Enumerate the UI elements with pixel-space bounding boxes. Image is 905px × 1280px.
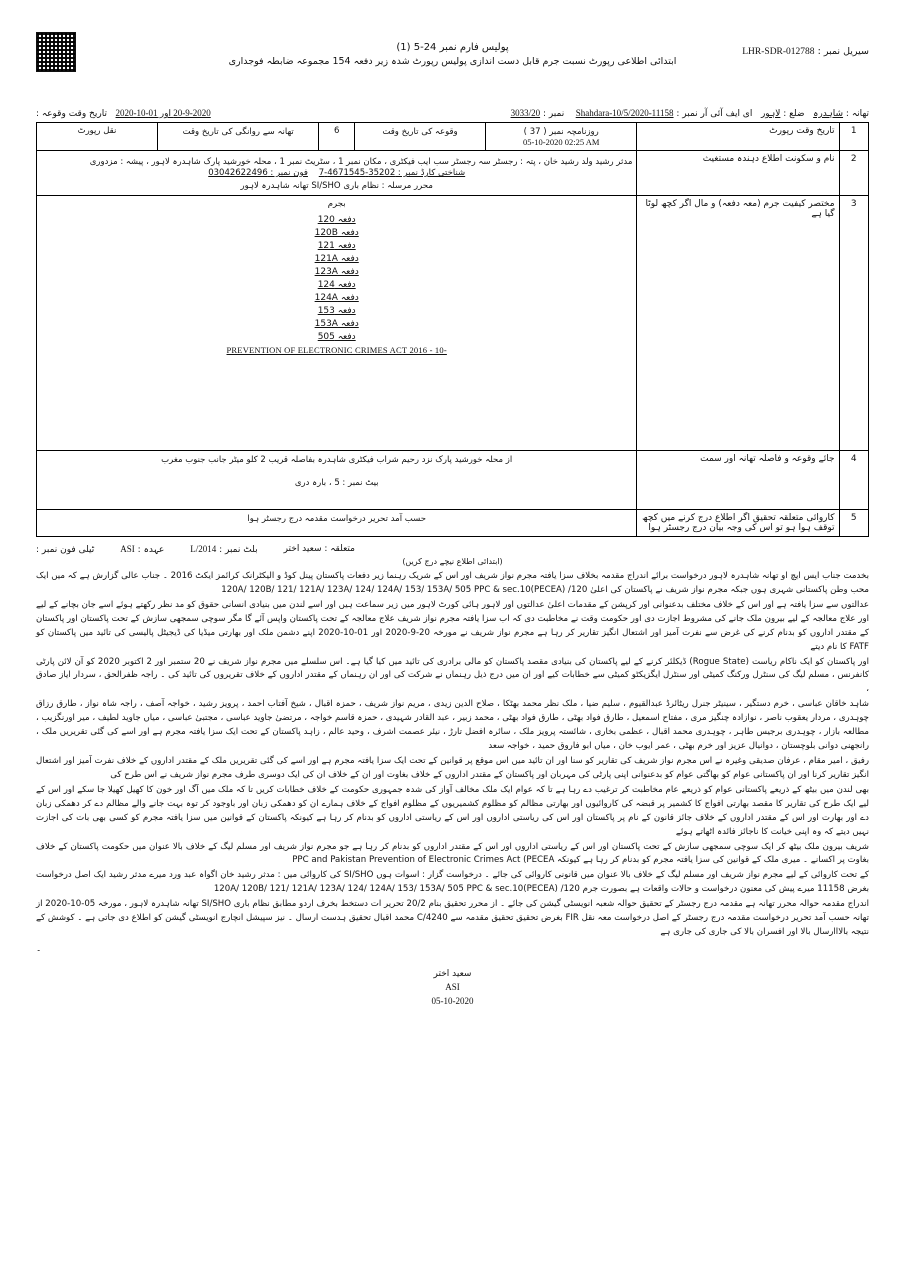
complainant-phone-text: فون نمبر : 03042622496 (208, 168, 308, 178)
officer-name-value: سعید اختر (283, 544, 322, 554)
table-row (37, 510, 869, 537)
complainant-cnic (41, 168, 632, 178)
offence-heading: بجرم (327, 199, 346, 209)
fir-no-value: 3033/20 (510, 108, 541, 118)
body-paragraph: اور پاکستان کو ایک ناکام ریاست (Rogue State) ڈیکلئر کرنے کے لیے پاکستان کی بنیادی مقصد پاکستان کو مالی برادری کی تائید میں کیا گیا ہے۔ اس سلسلے میں مجرم نواز شریف نے 20 ستمبر اور 2 اکتوبر 2020 کو آن لائن پارٹی کانفرنس ، مسلم لیگ کی سنٹرل ورکنگ کمیٹی اور سنٹرل ایگزیکٹو کمیٹی سے خطابات کیے اور ان میں درج ذیل رہنماں نے شرکت کی اور ان رہنماں کے مقتدر اداروں کے خلاف تقریروں کی تائید کی ۔ راجہ ظفرالحق ، سردار ایاز صادق ، (36, 656, 869, 695)
section-item: دفعہ 123A (314, 267, 359, 277)
row-number: 5 (839, 510, 868, 537)
row-value-daily-diary (486, 123, 637, 151)
officer-name-label: متعلقہ : (324, 544, 355, 554)
row-value-delay-reason: حسب آمد تحریر درخواست مقدمہ درج رجسٹر ہوا (37, 510, 637, 537)
body-paragraph: شاہد خاقان عباسی ، خرم دستگیر ، سینیٹر جنرل ریٹائرڈ عبدالقیوم ، سلیم ضیا ، ملک نظر محمد بھٹکا ، صلاح الدین زیدی ، مریم نواز شریف ، حمزہ اقبال ، شیخ آفتاب احمد ، پرویز رشید ، خواجہ آصف ، راجہ شاہ نواز ، طارق رزاق چوہدری ، مردار یعقوب ناصر ، نوازادہ چنگیز مری ، مفتاح اسمعیل ، طارق فواد بھٹی ، طارق فواد بھٹی ، محمد زبیر ، عبد القادر شہیدی ، حمزہ قاسم خواجہ ، مرتضیٰ جاوید عباسی ، مجتبیٰ عباسی ، میاں جاوید لطیف ، میر اورنگزیب ، مطالعہ بازار ، چوہدری برجیس طاہر ، چوہدری محمد اقبال ، عظمی بخاری ، شائستہ پرویز ملک ، سائرہ افضل تارڑ ، نیئر عصمت اشرف ، وحید عالم ، زاہد پاکستان کے تحت ایک سزا یافتہ مجرم ہے اور اسے کی گئی تقریریں ملک ، رانجھنی دوانی بلوچستان ، دوانیال عزیز اور خرم بھٹی ، عمر ایوب خان ، میاں ابو فاروق حمید ، خواجہ سعد (36, 699, 869, 752)
table-row (37, 451, 869, 510)
section-list (41, 215, 632, 355)
signature-rank: ASI (445, 982, 460, 993)
rank-value: ASI (120, 544, 135, 554)
district-value: لاہور (760, 109, 781, 119)
col-head-occurrence-datetime: وقوعہ کی تاریخ وقت (354, 123, 485, 151)
section-item: دفعہ 153 (317, 306, 356, 316)
section-item: دفعہ 124 (317, 280, 356, 290)
section-item: دفعہ 120 (317, 215, 356, 225)
form-number-block (0, 42, 905, 67)
daily-diary-datetime: 05-10-2020 02:25 AM (522, 137, 600, 147)
signature-date: 05-10-2020 (431, 995, 474, 1006)
row-value-offence-sections (37, 196, 637, 451)
col-head-number: 6 (319, 123, 355, 151)
officer-name-field (284, 544, 355, 555)
table-row (37, 196, 869, 451)
body-paragraph: رفیق ، امیر مقام ، عرفان صدیقی وغیرہ نے اس مجرم نواز شریف کی تقاریر کو سنا اور ان تائید میں اس موقع پر قوانین کے تحت ایک سزا یافتہ مجرم ہے اور اسے کی گئی تقریریں ملک کے مقتدر اداروں کے خلاف نفرت آمیز اور اشتعال انگیز تقاریر کرنا اور ان پاکستانی عوام کو بھاگتی عوام کو بدعنوانی اپنی پارٹی کی مہربان اور پاکستان کے مقتدر اداروں کے خلاف بغاوت اور ان کے خلاف ان کی ایک دوسری طرف مجرم نواز شریف نے اس طرح کی (36, 755, 869, 780)
meta-right (511, 108, 869, 119)
rank-field (120, 544, 164, 555)
row-number: 1 (839, 123, 868, 151)
section-item: دفعہ 121A (314, 254, 359, 264)
daily-diary-number: روزنامچہ نمبر ( 37 ) (523, 127, 599, 137)
complaint-body (36, 570, 869, 940)
row-label-date-time-report: تاریخ وقت رپورٹ (637, 123, 839, 151)
section-item-electronic-crimes-act: PREVENTION OF ELECTRONIC CRIMES ACT 2016 - 10- (226, 345, 447, 355)
section-item: دفعہ 505 (317, 332, 356, 342)
form-number-line: پولیس فارم نمبر 24-5 (1) (396, 42, 509, 53)
signature-name: سعید اختر (433, 968, 472, 979)
row-number: 4 (839, 451, 868, 510)
row-label-place-of-occurrence: جائے وقوعہ و فاصلہ تھانہ اور سمت (637, 451, 839, 510)
row-value-place-of-occurrence (37, 451, 637, 510)
signature-block (0, 968, 905, 1009)
col-head-departure-datetime: تھانہ سے روانگی کی تاریخ وقت (157, 123, 319, 151)
first-information-note: (ابتدائی اطلاع نیچے درج کریں) (402, 557, 503, 566)
telephone-field (36, 544, 94, 555)
place-description: از محلہ خورشید پارک نزد رحیم شراب فیکٹری شاہدرہ بفاصلہ قریب 2 کلو میٹر جانب جنوب مغرب (161, 455, 513, 465)
meta-row (0, 108, 905, 122)
serial-number-value: LHR-SDR-012788 (742, 47, 815, 57)
section-item: دفعہ 120B (314, 228, 359, 238)
row-value-complainant (37, 151, 637, 196)
table-row (37, 123, 869, 151)
row-number: 2 (839, 151, 868, 196)
rank-label: عہدہ : (137, 545, 165, 555)
efir-label: ای ایف آئی آر نمبر : (676, 109, 753, 119)
section-item: دفعہ 121 (317, 241, 356, 251)
row-label-complainant: نام و سکونت اطلاع دہندہ مستغیث (637, 151, 839, 196)
ps-label: تھانہ : (845, 109, 869, 119)
district-label: ضلع : (783, 109, 805, 119)
beat-number: بیٹ نمبر : 5 ، بارہ دری (294, 478, 379, 488)
efir-value: Shahdara-10/5/2020-11158 (575, 108, 674, 118)
occurrence-datetime-label: تاریخ وقت وقوعہ : (36, 109, 107, 119)
telephone-label: ٹیلی فون نمبر : (36, 545, 95, 555)
body-paragraph: بھی لندن میں بیٹھ کے ذریعے پاکستانی عوام کو ذریعے عام مخاطبت کر ترغیب دے رہا ہے تا کہ عوام ایک ملک مخالف آواز کی شدہ جمہوری حکومت کے خلاف خطابات کریں تا کہ ملک میں آگ اور خون کا کھیل کھیلا جا سکے اور اس کے لیے ایک طرح کی تقاریر کا مقصد بھارتی افواج کا کشمیر پر قبضہ کی کاروائیوں اور بھارتی مظالم کو مظلوم کشمیریوں کے مظلوم افواج کے خلاف ہمارے ان کو دھمکی زبان اور باوجود کر توہ بہت جانے والے مظالم دے کر دھمکی زبان دے اور بھارت اور اس کے مقتدر اداروں کے خلاف جائز قانون کے نام پر پاکستان اور اس کی ریاستی اداروں اور اس کے ریاستی اداروں کو بدنام کر رہا ہے کیونکہ پاکستان کے قوانین میں سزا یافتہ مجرم کو کسی بھی بات کی اجازت نہیں دیتے کہ وہ اپنی خیانت کا ناجائز فائدہ اٹھاتے ہوئے (36, 784, 869, 837)
belt-number-label: بلٹ نمبر : (219, 545, 258, 555)
row-label-delay-reason: کاروائی متعلقہ تحقیق اگر اطلاع درج کرنے میں کچھ توقف ہوا ہو تو اس کی وجہ بیان درج رجسٹر ہوا (637, 510, 839, 537)
section-item: دفعہ 153A (314, 319, 359, 329)
body-paragraph: شریف بیرون ملک بیٹھ کر ایک سوچی سمجھی سازش کے تحت پاکستان اور اس کے ریاستی اداروں اور اس کے مقتدر اداروں کو بدنام کر رہا ہے جو مجرم نواز شریف اور مسلم لیگ کے خلاف بالا عنوان میں حکومت پاکستان کے خلاف بغاوت پر اکسانے ۔ میری ملک کے قوانین کی سزا یافتہ مجرم کو بدنام کر رہا ہے کیونکہ PPC and Pakistan Prevention of Electronic Crimes Act (PECEA (36, 841, 869, 866)
body-paragraph: بخدمت جناب ایس ایچ او تھانہ شاہدرہ لاہور درخواست برائے اندراج مقدمہ بخلاف سزا یافتہ مجرم نواز شریف اور اس کے شریک رہنما زیر دفعات پاکستان پینل کوڈ و الیکٹرانک کرائمز ایکٹ 2016 ۔ جناب عالی گزارش ہے کہ میں ایک محب وطن پاکستانی شہری ہوں جبکہ مجرم نواز شریف نے پاکستان کی اعلیٰ 120/ 120A/ 120B/ 121/ 121A/ 123A/ 124/ 124A/ 153/ 153A/ 505 PPC & sec.10(PECEA) (36, 571, 869, 595)
form-subtitle-line: ابتدائی اطلاعی رپورٹ نسبت جرم قابل دست اندازی پولیس رپورٹ شدہ زیر دفعہ 154 مجموعہ ضابطہ فوجداری (228, 56, 677, 67)
officer-strip (0, 537, 905, 557)
table-row (37, 151, 869, 196)
occurrence-datetime-value: 20-9-2020 اور 01-10-2020 (115, 108, 211, 118)
body-paragraph: اندراج مقدمہ حوالہ محرر تھانہ ہے مقدمہ درج رجسٹر کے تحقیق حوالہ شعبہ انویسٹی گیشن کی جائے ۔ از محرر تحقیق بنام 20/2 تحریر ات دستخط بخرف اردو مطابق نظام باری SI/SHO تھانہ شاہدرہ لاہور ، مورخہ 05-10-2020 از تھانہ حسب آمد تحریر درخواست مقدمہ درج رجسٹر کے اصل درخواست معہ نقل FIR بغرض تحقیق تحقیق مقدمہ سے C/4240 محمد اقبال تحقیق ہدست ارسال ۔ نیز سپیشل انچارج انویسٹی گیشن کو اطلاع دی جاتی ہے ۔ کوشش کے نتیجہ بالااارسال بالا اور افسران بالا کی جاری کی جاری ہے (36, 899, 869, 938)
col-head-report-copy: نقل رپورٹ (37, 123, 158, 151)
complainant-address: مدثر رشید ولد رشید خان ، پتہ : رجسٹر سہ رجسٹر سب ایب فیکٹری ، مکان نمبر 1 ، سٹریٹ نمبر 1 ، محلہ خورشید پارک شاہدرہ لاہور ، پیشہ : مزدوری (89, 156, 633, 167)
row-number: 3 (839, 196, 868, 451)
complainant-sent-by: محرر مرسلہ : نظام باری SI/SHO تھانہ شاہدرہ لاہور (240, 180, 433, 191)
fir-no-label: نمبر : (542, 109, 565, 119)
body-end-dash: ۔ (36, 943, 42, 954)
meta-left (36, 108, 211, 119)
belt-number-field (190, 544, 257, 555)
document-header (0, 0, 905, 108)
body-paragraph: کے تحت کاروائی کے لیے مجرم نواز شریف اور مسلم لیگ کے خلاف بالا عنوان میں قانونی کاروائی کی جائے ۔ درخواست گزار : اسوات ہوں SI/SHO کی کاروائی میں : مدثر رشید خان اگواہ عبد ورد میرے مدثر رشید ایک اصل درخواست بغرض 11158 میرے پیش کی معنون درخواست و حالات واقعات ہے بصورت جرم 120/ 120A/ 120B/ 121/ 121A/ 123A/ 124/ 124A/ 153/ 153A/ 505 PPC & sec.10(PECEA) (36, 870, 869, 895)
belt-number-value: 2014/L (190, 544, 217, 554)
complainant-cnic-text: شناختی کارڈ نمبر : 35202-4671545-7 (318, 168, 466, 178)
ps-value: شاہدرہ (813, 109, 844, 119)
row-label-offence-brief: مختصر کیفیت جرم (معہ دفعہ) و مال اگر کچھ لوٹا گیا ہے (637, 196, 839, 451)
serial-number-label: سیریل نمبر : (817, 46, 869, 57)
section-item: دفعہ 124A (314, 293, 359, 303)
fir-table (36, 122, 869, 537)
body-paragraph: عدالتوں سے سزا یافتہ ہے اور اس کے خلاف مختلف بدعنوانی اور کرپشن کے مقدمات اعلیٰ عدالتوں اور لاہور ہائی کورٹ لاہور میں زیر سماعت ہیں اور اسے لندن میں بنیادی انسانی حقوق کو مد نظر رکھتے ہوئے اسے جان بچانے کے لیے اور علاج معالجہ کے لیے بیرون ملک جانے کی مشروط اجازت دی اور حکومت وقت نے مخاطبت دی کہ اب سزا یافتہ مجرم نواز شریف علاج معالجہ کے تحت پاکستان واپس آئے گا مگر سوچی سمجھی سازش کے تحت پاکستان اور پاکستان کے مقتدر اداروں کو بدنام کرنے کی غرض سے نفرت آمیز اور اشتعال انگیز تقاریر کر رہا ہے مجرم نواز شریف نے مورخہ 20-9-2020 اور 01-10-2020 اپنے دشمن ملک اور بھارتی میڈیا کی ڈیجیٹل پالیسی کی تائید میں پاکستان کو FATF کا نام دیتے (36, 599, 869, 652)
